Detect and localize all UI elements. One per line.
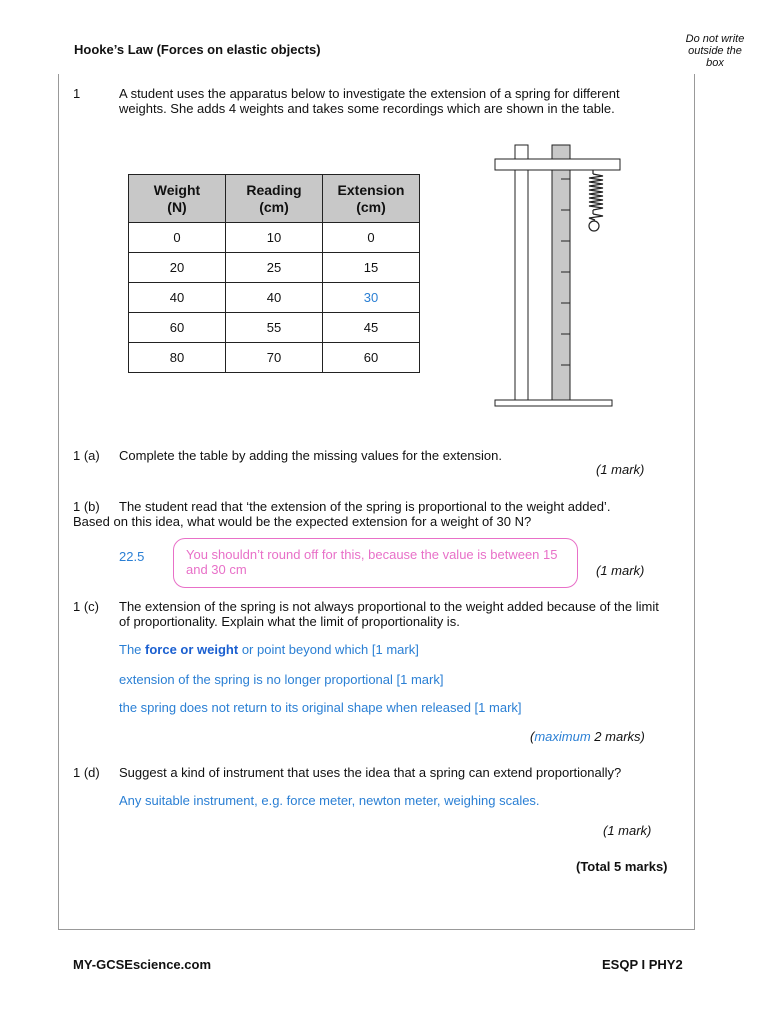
- cell-weight: 60: [129, 313, 226, 343]
- cell-reading: 70: [226, 343, 323, 373]
- cell-extension: 15: [323, 253, 420, 283]
- part-b-label: 1 (b): [73, 499, 100, 514]
- results-table: [128, 174, 420, 373]
- part-c-marks: (maximum 2 marks): [530, 729, 645, 744]
- part-d-label: 1 (d): [73, 765, 100, 780]
- cell-weight: 40: [129, 283, 226, 313]
- table-row: [129, 283, 420, 313]
- part-a-question: Complete the table by adding the missing values for the extension.: [119, 448, 503, 463]
- spring: [589, 170, 603, 231]
- stand-base: [495, 400, 612, 406]
- stand-pole: [515, 145, 528, 400]
- part-d-marks: (1 mark): [603, 823, 652, 838]
- spring-apparatus-diagram: [490, 140, 630, 412]
- col-header-reading: Reading (cm): [226, 175, 323, 223]
- part-a-label: 1 (a): [73, 448, 100, 463]
- part-c-answer-2: extension of the spring is no longer proportional [1 mark]: [119, 672, 444, 687]
- table-row: [129, 343, 420, 373]
- answer-box-right-border: [694, 74, 695, 930]
- part-c-label: 1 (c): [73, 599, 99, 614]
- question-number: 1: [73, 86, 81, 101]
- total-marks: (Total 5 marks): [576, 859, 668, 874]
- cell-reading: 25: [226, 253, 323, 283]
- part-d-question: Suggest a kind of instrument that uses the idea that a spring can extend proportionally?: [119, 765, 622, 780]
- clamp-bar: [495, 159, 620, 170]
- table-row: [129, 313, 420, 343]
- part-c-answer-3: the spring does not return to its original shape when released [1 mark]: [119, 700, 522, 715]
- page-title: Hooke’s Law (Forces on elastic objects): [74, 42, 321, 57]
- part-b-question-line1: The student read that ‘the extension of the spring is proportional to the weight added’.: [119, 499, 611, 514]
- col-header-extension: Extension (cm): [323, 175, 420, 223]
- table-row: [129, 253, 420, 283]
- answer-box-bottom-border: [58, 929, 695, 930]
- comment-text: You shouldn’t round off for this, because the value is between 15 and 30 cm: [186, 547, 558, 577]
- margin-note: Do not write outside the box: [685, 33, 745, 69]
- cell-weight: 80: [129, 343, 226, 373]
- cell-weight: 20: [129, 253, 226, 283]
- cell-reading: 40: [226, 283, 323, 313]
- answer-box-left-border: [58, 74, 59, 930]
- table-row: [129, 223, 420, 253]
- footer-website: MY-GCSEscience.com: [73, 957, 211, 972]
- question-intro: A student uses the apparatus below to investigate the extension of a spring for different weights. She adds 4 weights and takes some recordings which are shown in the table.: [119, 86, 620, 116]
- part-a-marks: (1 mark): [596, 462, 645, 477]
- cell-extension-answer: 30: [323, 283, 420, 313]
- part-b-question-line2: Based on this idea, what would be the expected extension for a weight of 30 N?: [73, 514, 532, 529]
- part-b-answer: 22.5: [119, 549, 145, 564]
- col-header-weight: Weight (N): [129, 175, 226, 223]
- part-c-answer-1: The force or weight or point beyond which [1 mark]: [119, 642, 419, 657]
- part-c-question: The extension of the spring is not always proportional to the weight added because of the limit of proportionality. Explain what the limit of proportionality is.: [119, 599, 659, 629]
- part-d-answer: Any suitable instrument, e.g. force meter, newton meter, weighing scales.: [119, 793, 540, 808]
- footer-code: ESQP I PHY2: [602, 957, 683, 972]
- cell-extension: 0: [323, 223, 420, 253]
- cell-extension: 60: [323, 343, 420, 373]
- cell-weight: 0: [129, 223, 226, 253]
- cell-extension: 45: [323, 313, 420, 343]
- cell-reading: 10: [226, 223, 323, 253]
- part-b-marks: (1 mark): [596, 563, 645, 578]
- table-header-row: [129, 175, 420, 223]
- cell-reading: 55: [226, 313, 323, 343]
